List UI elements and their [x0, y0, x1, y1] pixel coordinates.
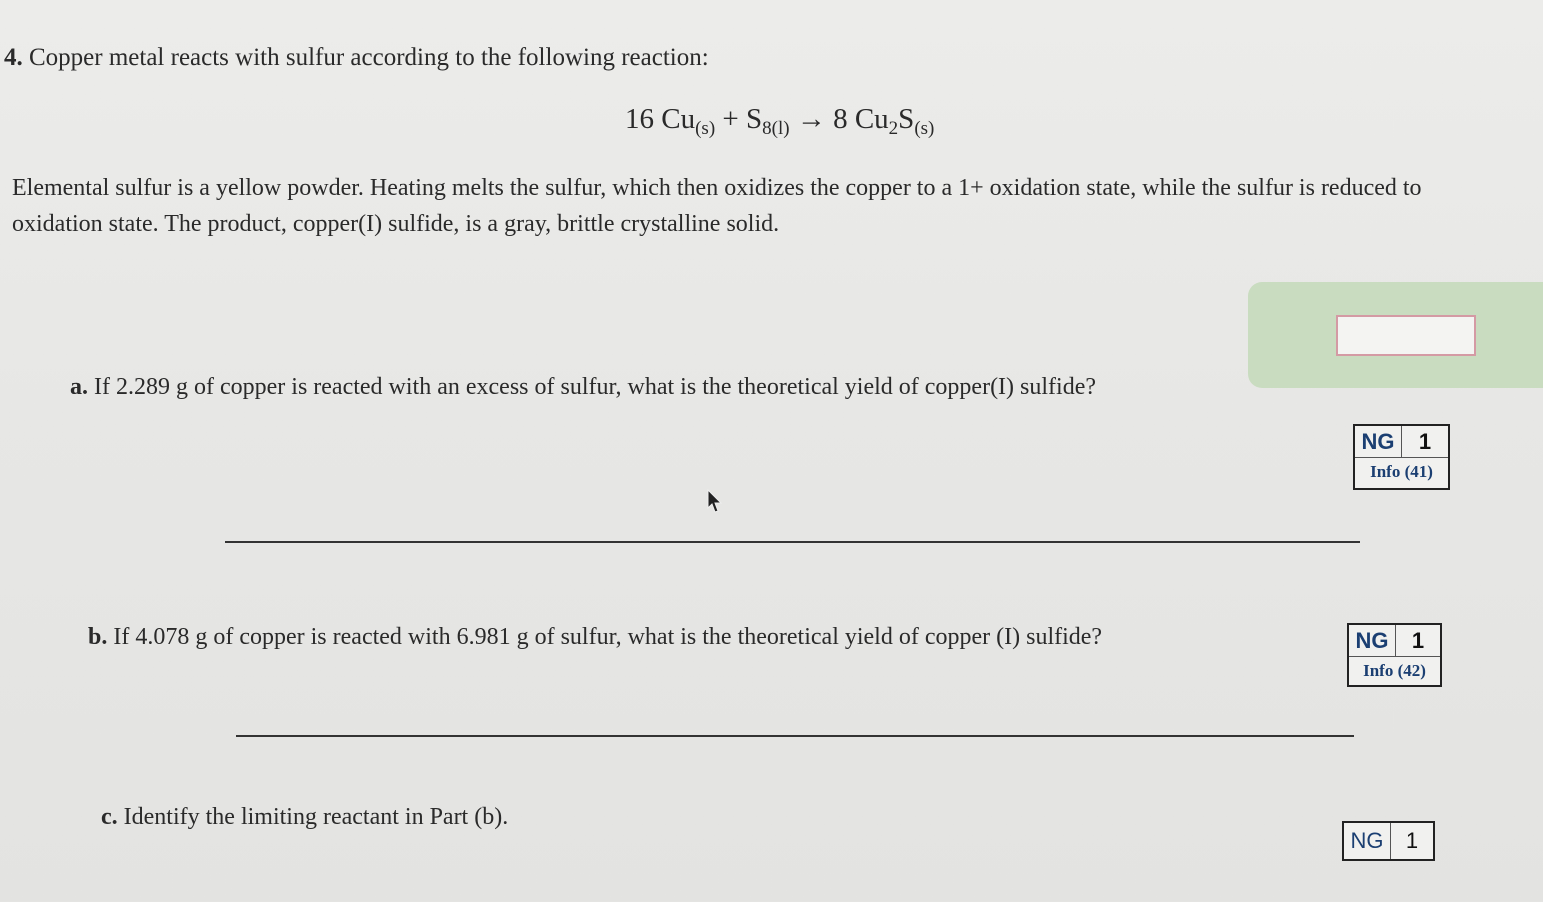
- part-c-question: [101, 804, 508, 831]
- ng-count: 1: [1418, 429, 1432, 454]
- part-b-question: [88, 624, 1102, 651]
- question-number: 4.: [4, 44, 23, 71]
- ng-label: NG: [1349, 625, 1396, 656]
- part-b-text: If 4.078 g of copper is reacted with 6.981 g of sulfur, what is the theoretical yield of copper (I) sulfide?: [113, 624, 1103, 650]
- eq-sub-cu: (s): [695, 118, 716, 139]
- answer-input-box[interactable]: [1336, 315, 1476, 356]
- ng-count: 1: [1411, 628, 1425, 653]
- part-b-label: b.: [88, 624, 108, 650]
- answer-line-b: [236, 735, 1354, 737]
- eq-arrow-product: → 8 Cu: [789, 103, 889, 135]
- part-c-label: c.: [101, 804, 118, 830]
- ng-label: NG: [1344, 823, 1391, 859]
- eq-sub-s8: 8(l): [762, 118, 790, 139]
- question-title: [4, 44, 709, 72]
- part-a-text: If 2.289 g of copper is reacted with an excess of sulfur, what is the theoretical yield of copper(I) sulfide?: [94, 374, 1097, 400]
- info-link-42[interactable]: Info (42): [1363, 661, 1426, 680]
- ng-label: NG: [1355, 426, 1402, 457]
- eq-sub-cu2: 2: [888, 118, 899, 139]
- answer-line-a: [225, 541, 1360, 543]
- part-c-text: Identify the limiting reactant in Part (b).: [123, 804, 509, 830]
- part-a-question: [70, 374, 1096, 401]
- ng-badge-a[interactable]: [1353, 424, 1450, 490]
- question-prompt: Copper metal reacts with sulfur according to the following reaction:: [29, 44, 709, 71]
- mouse-cursor-icon: [706, 488, 724, 516]
- reaction-equation: [625, 103, 934, 140]
- description-paragraph: [12, 170, 1543, 242]
- paragraph-line-1: Elemental sulfur is a yellow powder. Heating melts the sulfur, which then oxidizes the copper to a 1+ oxidation state, while the sulfur is reduced to: [12, 175, 1422, 201]
- ng-badge-b[interactable]: [1347, 623, 1442, 687]
- part-a-label: a.: [70, 374, 88, 400]
- eq-term-s: S: [898, 103, 915, 135]
- info-link-41[interactable]: Info (41): [1370, 462, 1433, 481]
- ng-count: 1: [1405, 828, 1419, 853]
- eq-term-s8: + S: [715, 103, 763, 135]
- eq-term-cu: 16 Cu: [625, 103, 696, 135]
- eq-sub-product-state: (s): [914, 118, 935, 139]
- ng-badge-c[interactable]: [1342, 821, 1435, 861]
- paragraph-line-2: oxidation state. The product, copper(I) sulfide, is a gray, brittle crystalline solid.: [12, 211, 780, 237]
